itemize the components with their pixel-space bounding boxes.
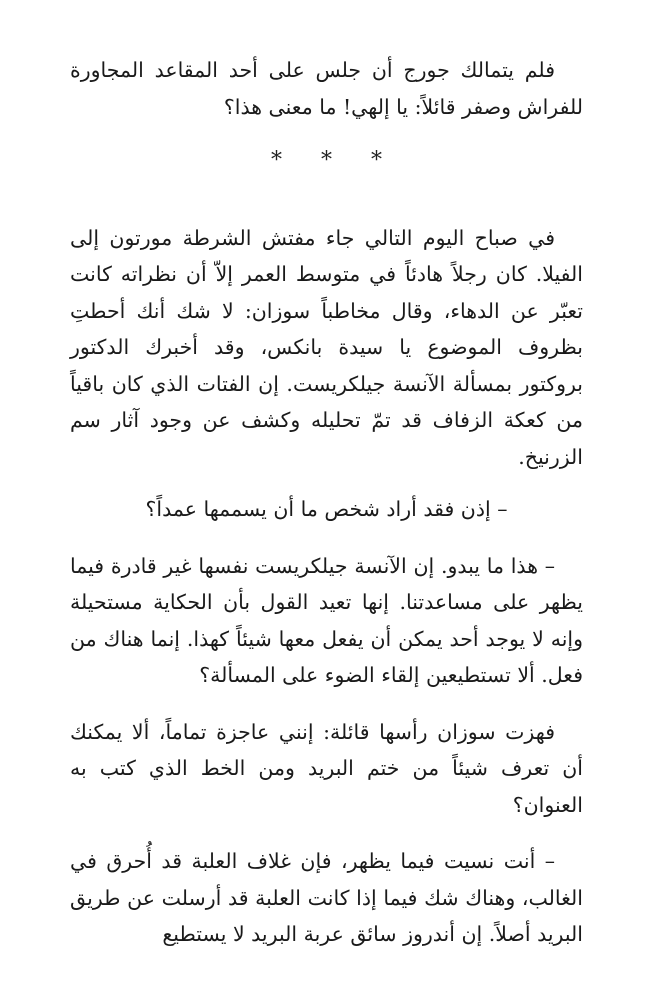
paragraph-george-sits: فلم يتمالك جورج أن جلس على أحد المقاعد المجاورة للفراش وصفر قائلاً: يا إلهي! ما معنى هذا؟ <box>70 58 583 119</box>
paragraph-gap <box>70 475 583 491</box>
paragraph-gap <box>70 823 583 843</box>
paragraph-gap <box>70 694 583 714</box>
paragraph-gap <box>70 528 583 548</box>
paragraph-inspector-arrives: في صباح اليوم التالي جاء مفتش الشرطة مورتون إلى الفيلا. كان رجلاً هادئاً في متوسط العمر إلاّ أن نظراته كانت تعبّر عن الدهاء، وقال مخاطباً سوزان: لا شك أنك أحطتِ بظروف الموضوع يا سيدة بانكس، وقد أخبرك الدكتور بروكتور بمسألة الآنسة جيلكريست. إن الفتات الذي كان باقياً من كعكة الزفاف قد تمّ تحليله وكشف عن وجود آثار سم الزرنيخ. <box>70 225 583 469</box>
book-page <box>70 52 583 953</box>
dialog-line-poison-question: – إذن فقد أراد شخص ما أن يسممها عمداً؟ <box>145 497 508 521</box>
dialog-inspector-wrapping: – أنت نسيت فيما يظهر، فإن غلاف العلبة قد أُحرق في الغالب، وهناك شك فيما إذا كانت العلبة قد أرسلت عن طريق البريد أصلاً. إن أندروز سائق عربة البريد لا يستطيع <box>70 849 583 946</box>
dialog-inspector-reply: – هذا ما يبدو. إن الآنسة جيلكريست نفسها غير قادرة فيما يظهر على مساعدتنا. إنها تعيد القول بأن الحكاية مستحيلة وإنه لا يوجد أحد يمكن أن يفعل معها شيئاً كهذا. إنما هناك من فعل. ألا تستطيعين إلقاء الضوء على المسألة؟ <box>70 553 583 687</box>
section-separator: * * * <box>271 148 398 173</box>
paragraph-susan-shakes-head: فهزت سوزان رأسها قائلة: إنني عاجزة تماماً، ألا يمكنك أن تعرف شيئاً من ختم البريد ومن الخط الذي كتب به العنوان؟ <box>70 719 583 817</box>
